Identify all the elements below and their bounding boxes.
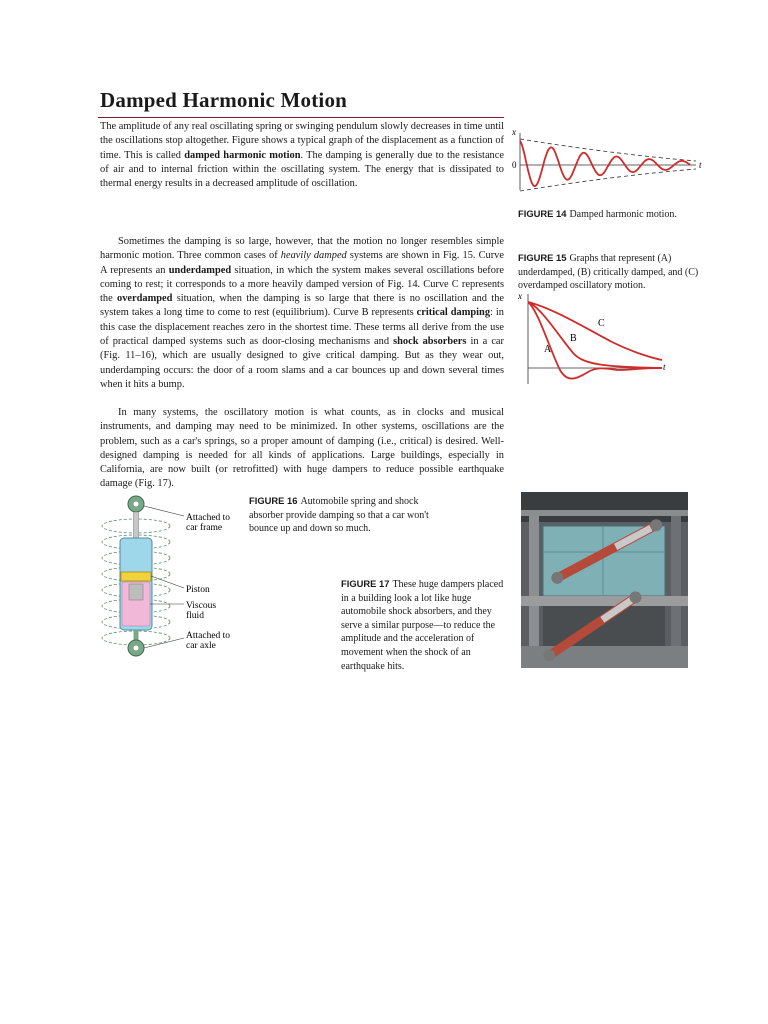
- section-heading: Damped Harmonic Motion: [100, 88, 348, 112]
- figure-16-label: FIGURE 16: [249, 495, 298, 506]
- fig15-curve-a-label: A: [544, 344, 552, 355]
- intro-paragraph: The amplitude of any real oscillating spring or swinging pendulum slowly decreases in time until the oscillations stop altogether. Figure shows a typical graph of the displacement as a function of time. This is called damped harmonic motion. The damping is generally due to the resistance of air and to internal friction within the oscillating system. The energy that is dissipated to thermal energy results in a decreased amplitude of oscillation.: [100, 121, 504, 190]
- fig15-x-label: x: [518, 291, 522, 301]
- figure-15-graph: [512, 290, 672, 386]
- figure-14-graph: [508, 128, 708, 194]
- applications-paragraph: In many systems, the oscillatory motion is what counts, as in clocks and musical instruments, and damping may need to be minimized. In other systems, oscillations are the problem, such as a car's springs, so a proper amount of damping (i.e., critical) is desired. Well-designed damping is needed for all kinds of applications. Large buildings, especially in California, are now built (or retrofitted) with huge dampers to reduce possible earthquake damage (Fig. 17).: [100, 407, 504, 490]
- figure-14-label: FIGURE 14: [518, 208, 567, 219]
- fig14-origin-label: 0: [512, 160, 517, 170]
- fig14-envelope-bottom: [520, 169, 696, 191]
- callout-axle-line1: Attached to: [186, 631, 231, 641]
- fig14-x-label: x: [512, 128, 516, 137]
- figure-17-building-dampers-photo: [521, 492, 688, 668]
- figure-15-text: Graphs that represent (A) underdamped, (B) critically damped, and (C) overdamped oscillatory motion.: [518, 253, 699, 292]
- figure-17-label: FIGURE 17: [341, 578, 390, 589]
- fig15-curve-b-critical: [528, 302, 662, 368]
- glass-panel: [543, 526, 665, 596]
- callout-fluid-line2: fluid: [186, 611, 204, 621]
- figure-16-shock-absorber: [96, 492, 246, 662]
- figure-15-label: FIGURE 15: [518, 252, 567, 263]
- figure-14-text: Damped harmonic motion.: [569, 209, 677, 220]
- figure-14-caption: [518, 208, 698, 222]
- figure-16-text: Automobile spring and shock absorber provide damping so that a car won't bounce up and down so much.: [249, 496, 429, 535]
- heading-rule: [98, 117, 504, 118]
- callout-frame-line1: Attached to: [186, 513, 231, 523]
- piston-head: [121, 572, 151, 581]
- fig15-t-label: t: [663, 362, 666, 372]
- figure-17-caption: [341, 578, 511, 673]
- callout-piston: Piston: [186, 585, 210, 595]
- valve-block: [129, 584, 143, 600]
- callout-axle-line2: car axle: [186, 641, 216, 651]
- fig15-curve-c-label: C: [598, 318, 605, 329]
- fig14-envelope-top: [520, 139, 696, 161]
- callout-fluid-line1: Viscous: [186, 601, 217, 611]
- callout-frame-line2: car frame: [186, 523, 223, 533]
- fig14-damped-curve: [520, 141, 690, 186]
- figure-16-caption: [249, 495, 429, 536]
- damping-cases-paragraph: Sometimes the damping is so large, however, that the motion no longer resembles simple harmonic motion. Three common cases of heavily damped systems are shown in Fig. 15. Curve A represents an underdamped situation, in which the system makes several oscillations before coming to rest; it corresponds to a more heavily damped version of Fig. 14. Curve C represents the overdamped situation, when the damping is so large that there is no oscillation and the system takes a long time to come to rest (equilibrium). Curve B represents critical damping: in this case the displacement reaches zero in the shortest time. These terms all derive from the use of practical damped systems such as door-closing mechanisms and shock absorbers in a car (Fig. 11–16), which are usually designed to give critical damping. But as they wear out, underdamping occurs: the door of a room slams and a car bounces up and down several times when it hits a bump.: [100, 236, 504, 390]
- figure-15-caption: [518, 252, 702, 293]
- figure-17-text: These huge dampers placed in a building look a lot like huge automobile shock absorbers, and they serve a similar purpose—to reduce the amplitude and the acceleration of movement when the shock of an earthquake hits.: [341, 579, 504, 672]
- fig14-t-label: t: [699, 160, 702, 170]
- fig15-curve-b-label: B: [570, 333, 577, 344]
